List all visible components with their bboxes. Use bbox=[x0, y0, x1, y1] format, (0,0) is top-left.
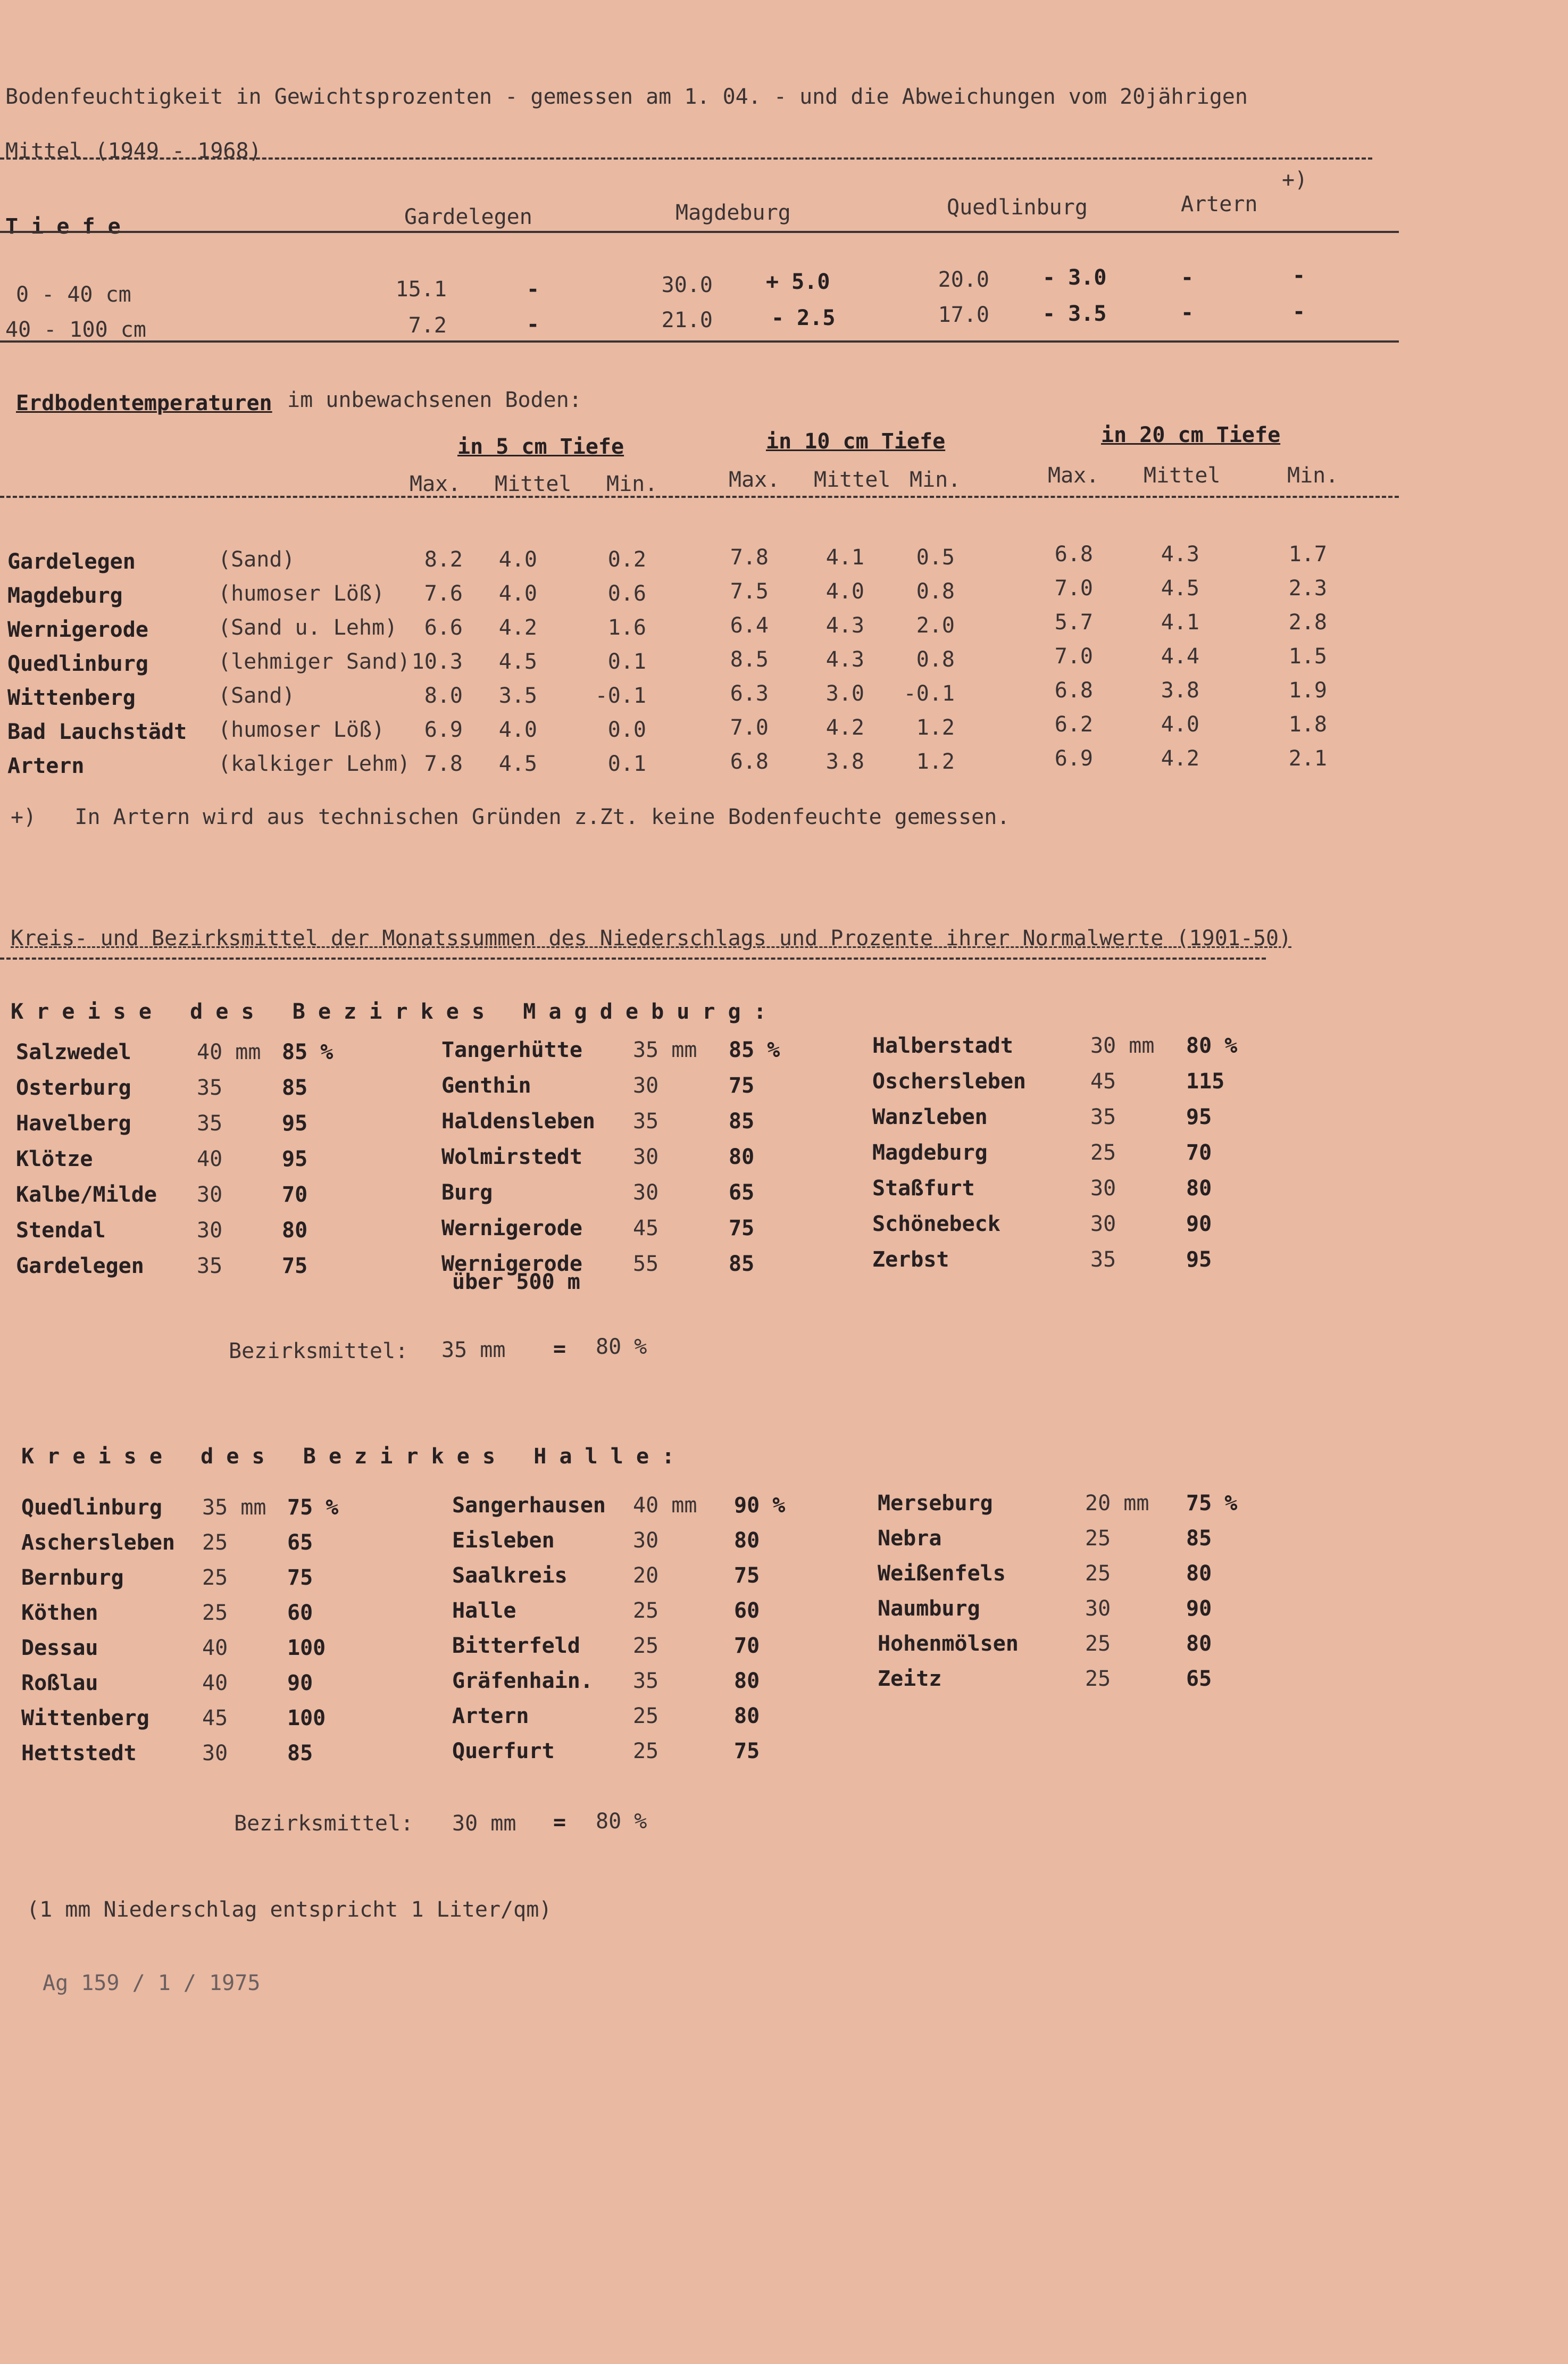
district-precip-mm: 25 bbox=[633, 1634, 659, 1658]
table-end-rule bbox=[0, 340, 1399, 343]
col-header-magdeburg: Magdeburg bbox=[675, 201, 791, 225]
district-precip-percent: 85 bbox=[729, 1109, 755, 1134]
temp-value: 6.8 bbox=[730, 750, 769, 774]
temp-value: 8.0 bbox=[424, 684, 463, 708]
district-name: Halberstadt bbox=[872, 1034, 1013, 1058]
magdeburg-heading: K r e i s e d e s B e z i r k e s M a g d e b u r g : bbox=[11, 1000, 766, 1024]
district-precip-percent: 80 bbox=[1186, 1176, 1212, 1201]
district-name: Zerbst bbox=[872, 1247, 949, 1272]
temp-value: 4.0 bbox=[498, 581, 537, 606]
district-name: Wolmirstedt bbox=[441, 1145, 582, 1169]
district-precip-mm: 45 bbox=[633, 1216, 659, 1241]
district-precip-percent: 85 bbox=[282, 1076, 308, 1100]
temp-value: 3.8 bbox=[1161, 678, 1199, 703]
temp-soil-type: (Sand) bbox=[218, 684, 295, 708]
district-precip-percent: 70 bbox=[734, 1634, 760, 1658]
moisture-deviation: - bbox=[1292, 299, 1306, 324]
temp-value: 4.4 bbox=[1161, 644, 1199, 669]
moisture-row-depth: 0 - 40 cm bbox=[16, 282, 131, 307]
temp-value: 0.8 bbox=[916, 579, 955, 604]
district-name: Sangerhausen bbox=[452, 1493, 606, 1518]
temp-value: 8.5 bbox=[730, 647, 769, 672]
district-precip-percent: 65 bbox=[729, 1180, 755, 1205]
moisture-deviation: - bbox=[527, 277, 540, 302]
district-name: Quedlinburg bbox=[21, 1495, 162, 1520]
unit-note: (1 mm Niederschlag entspricht 1 Liter/qm) bbox=[27, 1897, 552, 1922]
temp-value: 6.9 bbox=[424, 718, 463, 742]
temp-value: 4.5 bbox=[498, 752, 537, 776]
temp-subheader: Min. bbox=[1287, 463, 1339, 488]
district-precip-mm: 25 bbox=[1090, 1141, 1116, 1165]
col-header-gardelegen: Gardelegen bbox=[404, 205, 532, 229]
district-name: Hettstedt bbox=[21, 1741, 137, 1766]
district-name: Oschersleben bbox=[872, 1069, 1026, 1094]
temp-value: 2.0 bbox=[916, 613, 955, 638]
district-precip-mm: 30 bbox=[633, 1180, 659, 1205]
district-precip-mm: 30 bbox=[633, 1528, 659, 1553]
temp-station-name: Artern bbox=[7, 754, 85, 778]
temp-value: 0.1 bbox=[607, 650, 646, 674]
district-name: Wanzleben bbox=[872, 1105, 988, 1129]
temp-value: -0.1 bbox=[903, 681, 955, 706]
district-name: Querfurt bbox=[452, 1739, 555, 1763]
district-name: Dessau bbox=[21, 1636, 98, 1660]
district-name: Salzwedel bbox=[16, 1040, 131, 1064]
footnote-mark: +) bbox=[1282, 168, 1308, 192]
temp-subheader: Mittel bbox=[495, 472, 572, 496]
temp-value: 10.3 bbox=[411, 650, 463, 674]
district-name: Gräfenhain. bbox=[452, 1669, 593, 1693]
temp-value: 1.8 bbox=[1288, 712, 1327, 737]
temp-value: 2.8 bbox=[1288, 610, 1327, 635]
district-precip-mm: 55 bbox=[633, 1252, 659, 1276]
temp-value: 0.5 bbox=[916, 545, 955, 570]
district-precip-mm: 40 bbox=[197, 1147, 223, 1171]
district-precip-mm: 35 bbox=[197, 1076, 223, 1100]
district-name: Kalbe/Milde bbox=[16, 1183, 157, 1207]
document-code: Ag 159 / 1 / 1975 bbox=[43, 1971, 261, 1995]
district-precip-mm: 30 bbox=[197, 1218, 223, 1243]
district-precip-mm: 35 bbox=[197, 1111, 223, 1136]
district-precip-percent: 80 bbox=[734, 1704, 760, 1728]
district-precip-percent: 80 bbox=[1186, 1561, 1212, 1586]
temp-subheader: Max. bbox=[410, 472, 461, 496]
dashed-rule bbox=[0, 157, 1372, 160]
magdeburg-mean-mm: 35 mm bbox=[441, 1338, 506, 1362]
temp-value: -0.1 bbox=[595, 684, 646, 708]
soil-temp-title-rest: im unbewachsenen Boden: bbox=[287, 388, 582, 412]
temp-value: 4.1 bbox=[825, 545, 864, 570]
moisture-title-line1: Bodenfeuchtigkeit in Gewichtsprozenten - gemessen am 1. 04. - und die Abweichungen vom 20jährigen bbox=[5, 85, 1248, 109]
temp-value: 2.3 bbox=[1288, 576, 1327, 601]
district-precip-mm: 40 bbox=[202, 1671, 228, 1695]
temp-value: 0.1 bbox=[607, 752, 646, 776]
halle-heading: K r e i s e d e s B e z i r k e s H a l l e : bbox=[21, 1444, 675, 1469]
temp-value: 4.2 bbox=[498, 615, 537, 640]
precip-title: Kreis- und Bezirksmittel der Monatssummen des Niederschlags und Prozente ihrer Normalwerte (1901-50) bbox=[11, 926, 1292, 951]
moisture-deviation: - bbox=[1292, 263, 1306, 288]
temp-subheader: Mittel bbox=[1144, 463, 1221, 488]
temp-subheader: Max. bbox=[729, 468, 780, 492]
moisture-value: 15.1 bbox=[395, 277, 447, 302]
moisture-deviation: - 3.5 bbox=[1042, 302, 1107, 326]
temp-value: 0.6 bbox=[607, 581, 646, 606]
district-precip-mm: 35 bbox=[633, 1109, 659, 1134]
district-precip-mm: 45 bbox=[202, 1706, 228, 1730]
district-precip-percent: 100 bbox=[287, 1636, 326, 1660]
temp-subheader: Min. bbox=[910, 468, 961, 492]
temp-value: 6.8 bbox=[1054, 678, 1093, 703]
district-precip-mm: 20 mm bbox=[1085, 1491, 1149, 1516]
district-precip-mm: 35 bbox=[1090, 1247, 1116, 1272]
district-name: Halle bbox=[452, 1599, 516, 1623]
temp-value: 7.8 bbox=[424, 752, 463, 776]
temp-value: 8.2 bbox=[424, 547, 463, 572]
magdeburg-mean-eq: = bbox=[553, 1337, 566, 1361]
district-precip-percent: 85 bbox=[729, 1252, 755, 1276]
district-name: Naumburg bbox=[878, 1596, 980, 1621]
district-name: Klötze bbox=[16, 1147, 93, 1171]
district-precip-mm: 25 bbox=[633, 1739, 659, 1763]
temp-value: 0.8 bbox=[916, 647, 955, 672]
district-precip-mm: 45 bbox=[1090, 1069, 1116, 1094]
district-name: Osterburg bbox=[16, 1076, 131, 1100]
district-precip-percent: 115 bbox=[1186, 1069, 1225, 1094]
district-precip-percent: 80 bbox=[734, 1528, 760, 1553]
district-name: Tangerhütte bbox=[441, 1038, 582, 1062]
district-name: Zeitz bbox=[878, 1667, 942, 1691]
district-precip-mm: 35 mm bbox=[202, 1495, 266, 1520]
moisture-value: 17.0 bbox=[938, 303, 989, 327]
temp-value: 1.7 bbox=[1288, 542, 1327, 567]
temp-footnote: +) In Artern wird aus technischen Gründen z.Zt. keine Bodenfeuchte gemessen. bbox=[11, 805, 1010, 829]
moisture-deviation: - 2.5 bbox=[771, 306, 836, 330]
district-precip-percent: 85 bbox=[1186, 1526, 1212, 1551]
moisture-value: - bbox=[1181, 301, 1194, 325]
district-name: Magdeburg bbox=[872, 1141, 988, 1165]
moisture-value: 21.0 bbox=[661, 308, 713, 332]
temp-value: 1.5 bbox=[1288, 644, 1327, 669]
magdeburg-mean-pct: 80 % bbox=[596, 1335, 647, 1359]
temp-value: 4.3 bbox=[825, 647, 864, 672]
district-name: Eisleben bbox=[452, 1528, 555, 1553]
district-precip-mm: 30 bbox=[633, 1145, 659, 1169]
col-header-tiefe: T i e f e bbox=[5, 214, 121, 239]
precip-title-rule bbox=[0, 958, 1266, 960]
temp-value: 6.8 bbox=[1054, 542, 1093, 567]
moisture-deviation: - bbox=[527, 312, 540, 337]
moisture-row-depth: 40 - 100 cm bbox=[5, 318, 146, 342]
temp-soil-type: (Sand) bbox=[218, 547, 295, 572]
district-precip-percent: 90 % bbox=[734, 1493, 786, 1518]
moisture-value: - bbox=[1181, 265, 1194, 290]
district-precip-percent: 90 bbox=[1186, 1596, 1212, 1621]
temp-value: 4.2 bbox=[1161, 746, 1199, 771]
district-precip-percent: 80 bbox=[729, 1145, 755, 1169]
temp-value: 4.5 bbox=[1161, 576, 1199, 601]
temp-subheader: Mittel bbox=[814, 468, 891, 492]
magdeburg-mean-label: Bezirksmittel: bbox=[229, 1339, 408, 1363]
temp-value: 4.0 bbox=[1161, 712, 1199, 737]
district-precip-mm: 30 bbox=[1090, 1212, 1116, 1236]
district-precip-percent: 80 bbox=[1186, 1632, 1212, 1656]
temp-soil-type: (kalkiger Lehm) bbox=[218, 752, 411, 776]
temp-value: 0.2 bbox=[607, 547, 646, 572]
district-name-note: über 500 m bbox=[452, 1270, 580, 1294]
temp-value: 4.0 bbox=[498, 547, 537, 572]
district-name: Genthin bbox=[441, 1073, 531, 1098]
district-name: Staßfurt bbox=[872, 1176, 975, 1201]
district-precip-mm: 25 bbox=[1085, 1632, 1111, 1656]
district-name: Wernigerode bbox=[441, 1252, 582, 1276]
district-precip-mm: 25 bbox=[633, 1599, 659, 1623]
district-precip-percent: 75 bbox=[287, 1566, 313, 1590]
temp-value: 7.5 bbox=[730, 579, 769, 604]
temp-soil-type: (humoser Löß) bbox=[218, 718, 385, 742]
district-precip-percent: 85 bbox=[287, 1741, 313, 1766]
district-precip-percent: 75 % bbox=[287, 1495, 339, 1520]
temp-value: 6.4 bbox=[730, 613, 769, 638]
halle-mean-label: Bezirksmittel: bbox=[234, 1811, 414, 1836]
moisture-value: 7.2 bbox=[408, 313, 447, 338]
district-precip-percent: 90 bbox=[1186, 1212, 1212, 1236]
temp-station-name: Gardelegen bbox=[7, 550, 136, 574]
moisture-deviation: + 5.0 bbox=[766, 270, 830, 294]
district-name: Aschersleben bbox=[21, 1530, 175, 1555]
district-precip-mm: 40 mm bbox=[197, 1040, 261, 1064]
col-header-quedlinburg: Quedlinburg bbox=[947, 195, 1088, 220]
district-precip-mm: 30 bbox=[1085, 1596, 1111, 1621]
temp-soil-type: (lehmiger Sand) bbox=[218, 650, 411, 674]
temp-value: 7.6 bbox=[424, 581, 463, 606]
district-precip-percent: 70 bbox=[282, 1183, 308, 1207]
district-precip-mm: 25 bbox=[1085, 1561, 1111, 1586]
header-rule bbox=[0, 231, 1399, 233]
district-name: Hohenmölsen bbox=[878, 1632, 1019, 1656]
district-precip-mm: 30 mm bbox=[1090, 1034, 1155, 1058]
temp-value: 1.9 bbox=[1288, 678, 1327, 703]
temp-value: 1.2 bbox=[916, 715, 955, 740]
district-precip-percent: 75 bbox=[729, 1216, 755, 1241]
depth-header-10cm: in 10 cm Tiefe bbox=[766, 429, 946, 454]
temp-value: 6.3 bbox=[730, 681, 769, 706]
district-precip-mm: 25 bbox=[1085, 1526, 1111, 1551]
temp-station-name: Wittenberg bbox=[7, 686, 136, 710]
district-precip-percent: 65 bbox=[1186, 1667, 1212, 1691]
district-name: Nebra bbox=[878, 1526, 942, 1551]
district-precip-percent: 80 bbox=[734, 1669, 760, 1693]
district-precip-percent: 75 % bbox=[1186, 1491, 1238, 1516]
district-precip-percent: 60 bbox=[734, 1599, 760, 1623]
district-precip-percent: 60 bbox=[287, 1601, 313, 1625]
moisture-deviation: - 3.0 bbox=[1042, 265, 1107, 290]
temp-value: 3.8 bbox=[825, 750, 864, 774]
temp-value: 4.3 bbox=[825, 613, 864, 638]
district-precip-mm: 35 bbox=[1090, 1105, 1116, 1129]
district-precip-percent: 85 % bbox=[729, 1038, 780, 1062]
temp-value: 4.1 bbox=[1161, 610, 1199, 635]
district-name: Schönebeck bbox=[872, 1212, 1000, 1236]
district-name: Burg bbox=[441, 1180, 493, 1205]
temp-value: 4.2 bbox=[825, 715, 864, 740]
temp-value: 1.6 bbox=[607, 615, 646, 640]
district-name: Bitterfeld bbox=[452, 1634, 580, 1658]
temp-value: 4.5 bbox=[498, 650, 537, 674]
district-precip-mm: 20 bbox=[633, 1563, 659, 1588]
district-precip-percent: 90 bbox=[287, 1671, 313, 1695]
depth-header-5cm: in 5 cm Tiefe bbox=[457, 435, 624, 459]
district-precip-mm: 25 bbox=[202, 1601, 228, 1625]
temp-value: 7.8 bbox=[730, 545, 769, 570]
district-name: Gardelegen bbox=[16, 1254, 144, 1278]
district-precip-percent: 75 bbox=[734, 1739, 760, 1763]
district-name: Wittenberg bbox=[21, 1706, 149, 1730]
temp-station-name: Wernigerode bbox=[7, 618, 148, 642]
halle-mean-eq: = bbox=[553, 1810, 566, 1835]
temp-value: 3.5 bbox=[498, 684, 537, 708]
temp-soil-type: (humoser Löß) bbox=[218, 581, 385, 606]
district-precip-mm: 35 bbox=[197, 1254, 223, 1278]
district-name: Stendal bbox=[16, 1218, 106, 1243]
district-precip-mm: 25 bbox=[1085, 1667, 1111, 1691]
temp-header-rule bbox=[0, 496, 1399, 498]
temp-value: 1.2 bbox=[916, 750, 955, 774]
soil-temp-title: Erdbodentemperaturen bbox=[16, 391, 272, 415]
temp-value: 7.0 bbox=[1054, 644, 1093, 669]
district-name: Havelberg bbox=[16, 1111, 131, 1136]
temp-value: 6.6 bbox=[424, 615, 463, 640]
district-precip-mm: 30 bbox=[1090, 1176, 1116, 1201]
district-precip-percent: 95 bbox=[1186, 1247, 1212, 1272]
district-precip-mm: 35 mm bbox=[633, 1038, 697, 1062]
temp-value: 6.2 bbox=[1054, 712, 1093, 737]
district-name: Artern bbox=[452, 1704, 529, 1728]
district-name: Haldensleben bbox=[441, 1109, 595, 1134]
district-name: Wernigerode bbox=[441, 1216, 582, 1241]
temp-value: 7.0 bbox=[1054, 576, 1093, 601]
col-header-artern: Artern bbox=[1181, 192, 1258, 217]
district-precip-percent: 75 bbox=[729, 1073, 755, 1098]
district-precip-mm: 30 bbox=[202, 1741, 228, 1766]
district-precip-percent: 95 bbox=[282, 1111, 308, 1136]
temp-value: 0.0 bbox=[607, 718, 646, 742]
district-precip-percent: 70 bbox=[1186, 1141, 1212, 1165]
district-precip-percent: 75 bbox=[282, 1254, 308, 1278]
temp-value: 5.7 bbox=[1054, 610, 1093, 635]
district-precip-mm: 25 bbox=[202, 1530, 228, 1555]
temp-station-name: Bad Lauchstädt bbox=[7, 720, 187, 744]
district-name: Bernburg bbox=[21, 1566, 124, 1590]
district-precip-percent: 85 % bbox=[282, 1040, 333, 1064]
district-name: Köthen bbox=[21, 1601, 98, 1625]
district-name: Weißenfels bbox=[878, 1561, 1006, 1586]
moisture-value: 20.0 bbox=[938, 268, 989, 292]
district-precip-mm: 30 bbox=[197, 1183, 223, 1207]
district-precip-mm: 25 bbox=[202, 1566, 228, 1590]
district-name: Merseburg bbox=[878, 1491, 993, 1516]
district-precip-percent: 95 bbox=[1186, 1105, 1212, 1129]
halle-mean-pct: 80 % bbox=[596, 1809, 647, 1834]
district-precip-percent: 65 bbox=[287, 1530, 313, 1555]
temp-subheader: Min. bbox=[606, 472, 658, 496]
district-precip-percent: 100 bbox=[287, 1706, 326, 1730]
temp-value: 3.0 bbox=[825, 681, 864, 706]
district-precip-mm: 40 bbox=[202, 1636, 228, 1660]
district-precip-mm: 35 bbox=[633, 1669, 659, 1693]
temp-value: 4.3 bbox=[1161, 542, 1199, 567]
district-precip-mm: 25 bbox=[633, 1704, 659, 1728]
moisture-title-line2: Mittel (1949 - 1968) bbox=[5, 139, 262, 163]
district-name: Saalkreis bbox=[452, 1563, 568, 1588]
district-name: Roßlau bbox=[21, 1671, 98, 1695]
temp-station-name: Quedlinburg bbox=[7, 652, 148, 676]
district-precip-percent: 75 bbox=[734, 1563, 760, 1588]
temp-subheader: Max. bbox=[1048, 463, 1099, 488]
district-precip-percent: 80 bbox=[282, 1218, 308, 1243]
district-precip-mm: 30 bbox=[633, 1073, 659, 1098]
depth-header-20cm: in 20 cm Tiefe bbox=[1101, 423, 1281, 447]
moisture-value: 30.0 bbox=[661, 273, 713, 297]
temp-value: 4.0 bbox=[825, 579, 864, 604]
temp-station-name: Magdeburg bbox=[7, 584, 123, 608]
district-precip-percent: 80 % bbox=[1186, 1034, 1238, 1058]
temp-value: 6.9 bbox=[1054, 746, 1093, 771]
district-precip-percent: 95 bbox=[282, 1147, 308, 1171]
district-precip-mm: 40 mm bbox=[633, 1493, 697, 1518]
temp-value: 4.0 bbox=[498, 718, 537, 742]
temp-value: 2.1 bbox=[1288, 746, 1327, 771]
temp-value: 7.0 bbox=[730, 715, 769, 740]
temp-soil-type: (Sand u. Lehm) bbox=[218, 615, 398, 640]
halle-mean-mm: 30 mm bbox=[452, 1811, 516, 1836]
